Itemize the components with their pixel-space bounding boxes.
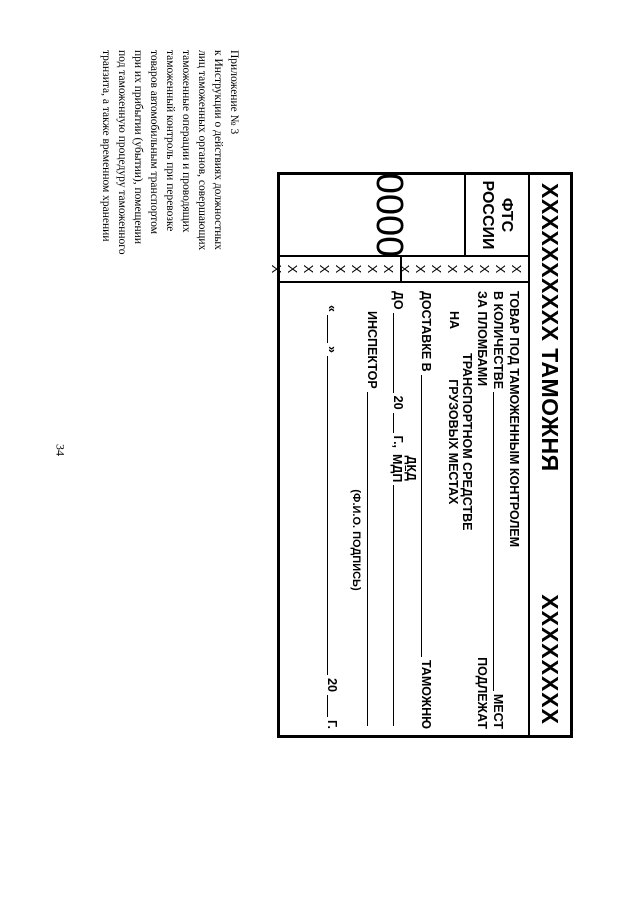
transport-or-places [446,329,474,530]
stamp-org-line1: ФТС [498,197,515,233]
x-mark: X [269,264,284,274]
customs-label: ТАМОЖНЮ [419,659,433,729]
caption-line: к Инструкции о действиях должностных [212,50,224,250]
deadline-year-field[interactable] [393,413,394,433]
year-prefix: 20 [391,395,405,410]
year-field[interactable] [327,695,328,717]
stamp-line-4 [446,291,474,729]
caption-line: транзита, а также временном хранении [100,50,112,242]
stamp-number: 0000 [368,172,411,258]
x-mark: X [317,264,332,274]
deadline-date-field[interactable] [393,313,394,393]
caption-line: лиц таможенных органов, совершающих [196,50,208,251]
cargo-places-text: ГРУЗОВЫХ МЕСТАХ [446,379,460,505]
stamp-line-2 [490,291,506,729]
subject-to-label: ПОДЛЕЖАТ [475,657,489,729]
quantity-field[interactable] [493,392,494,691]
appendix-caption [98,50,242,350]
x-mark: X [461,264,476,274]
seals-label: ЗА ПЛОМБАМИ [475,291,489,387]
day-field[interactable] [327,315,328,343]
caption-line: при их прибытии (убытии), помещении [132,50,144,244]
quote-close: » [325,345,339,353]
destination-field[interactable] [421,375,422,657]
x-mark: X [509,264,524,274]
x-mark: X [301,264,316,274]
x-mark: X [477,264,492,274]
stamp-marks-bottom [268,257,400,281]
stamp-marks-top [397,257,528,281]
stamp-org [464,175,528,255]
stamp-line-1 [506,291,522,729]
x-mark: X [365,264,380,274]
inspector-field[interactable] [367,392,368,726]
stamp-org-line2: РОССИИ [479,180,496,250]
stamp-line-8 [324,291,340,729]
caption-line: таможенный контроль при перевозке [164,50,176,232]
stamp-marks-column [269,257,528,283]
name-signature-hint: (Ф.И.О. ПОДПИСЬ) [350,489,362,591]
stamp-customs-code: XXXXXXXX [537,594,564,725]
stamp-line-7b [348,291,364,729]
transport-vehicle-text: ТРАНСПОРТНОМ СРЕДСТВЕ [460,353,474,531]
x-mark: X [429,264,444,274]
caption-line: таможенные операции и проводящих [180,50,192,233]
dkd-option: ДКД [404,455,418,481]
stamp-line-5 [418,291,434,729]
x-mark: X [397,264,412,274]
x-mark: X [285,264,300,274]
inspector-label: ИНСПЕКТОР [365,311,379,389]
year-prefix-2: 20 [325,678,339,692]
x-mark: X [381,264,396,274]
stamp-header [528,175,570,735]
places-label: МЕСТ [491,693,505,729]
on-label: НА [447,311,461,330]
goods-under-control-text: ТОВАР ПОД ТАМОЖЕННЫМ КОНТРОЛЕМ [507,291,521,547]
quote-open: « [325,305,339,312]
caption-line: под таможенную процедуру таможенного [116,50,128,255]
year-suffix-2: Г. [325,720,339,729]
stamp-customs-name: XXXXXXXXXX ТАМОЖНЯ [537,183,564,472]
stamp-line-3 [474,291,490,729]
until-label: ДО [391,291,405,310]
month-field[interactable] [327,356,328,675]
x-mark: X [493,264,508,274]
delivery-to-label: ДОСТАВКЕ В [419,291,433,372]
stamp-body [278,283,528,735]
quantity-label: В КОЛИЧЕСТВЕ [491,291,505,390]
mdp-option: МДП [390,454,404,483]
customs-stamp [269,172,573,738]
caption-line: товаров автомобильным транспортом [148,50,160,234]
doc-number-field[interactable] [393,485,394,726]
stamp-left-panel [278,172,528,258]
year-suffix: Г., [391,435,405,449]
caption-line: Приложение № 3 [228,50,240,135]
page-number: 34 [53,444,68,456]
doc-type [390,454,418,482]
stamp-line-6 [390,291,418,729]
x-mark: X [333,264,348,274]
x-mark: X [349,264,364,274]
x-mark: X [445,264,460,274]
x-mark: X [413,264,428,274]
stamp-line-7 [364,291,380,729]
